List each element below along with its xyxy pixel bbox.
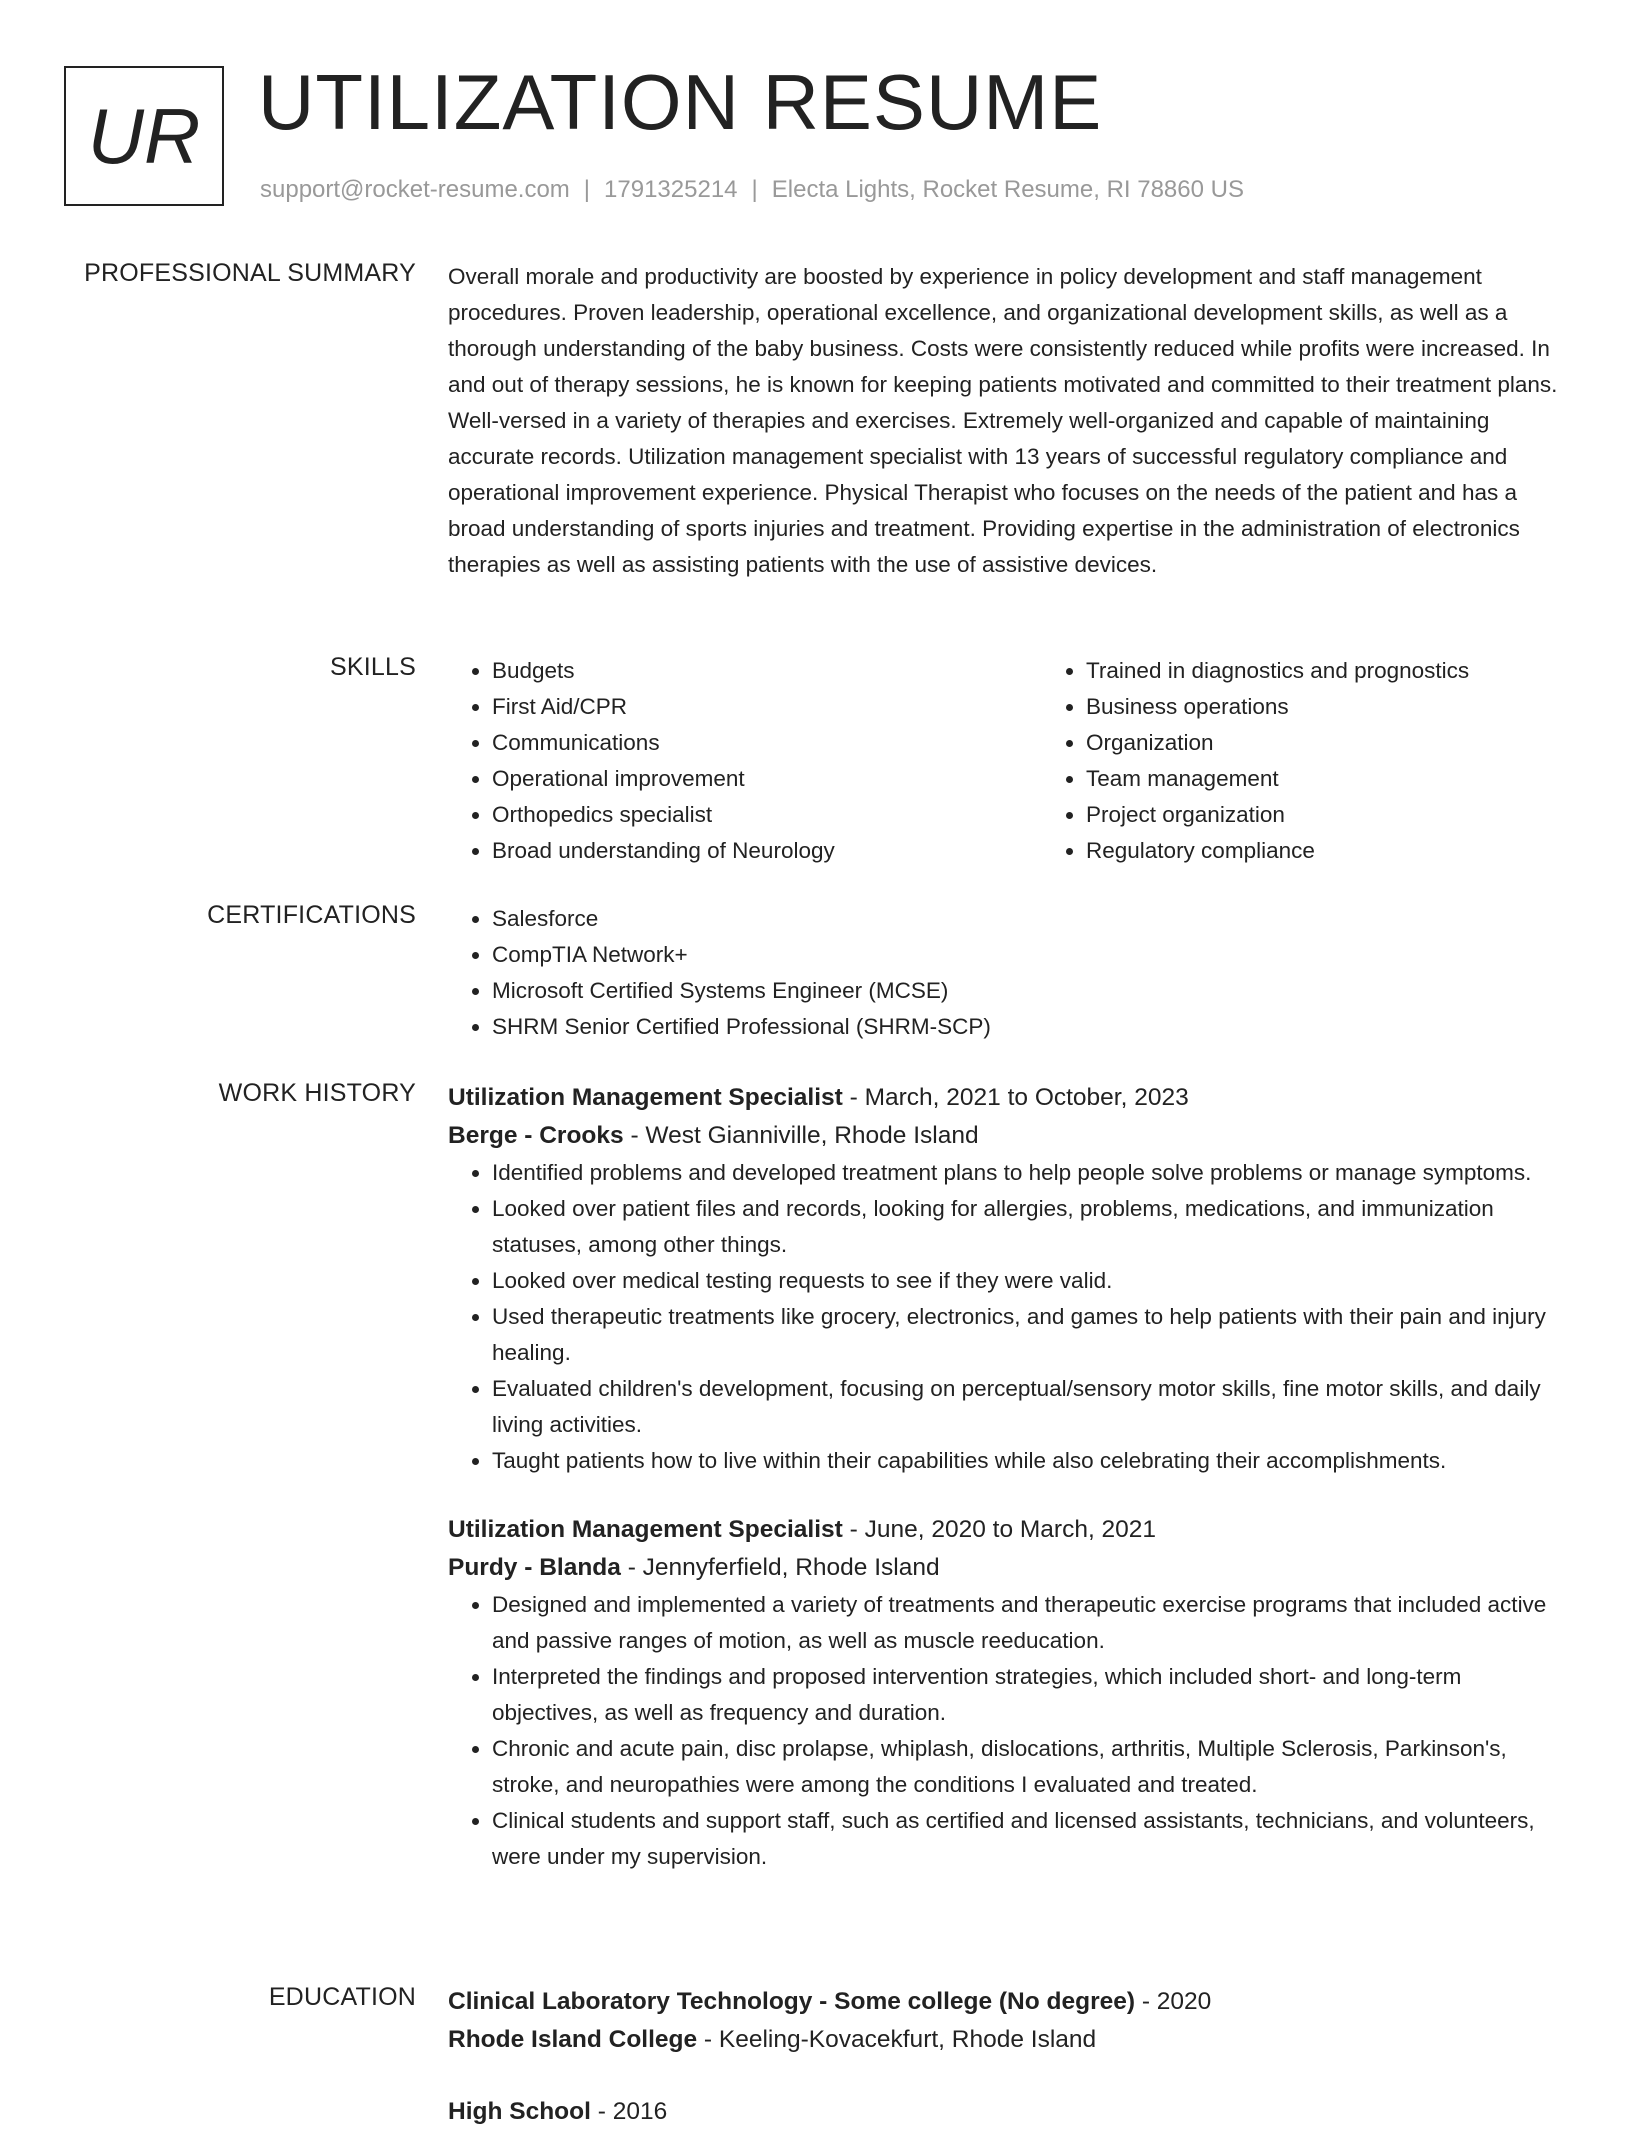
job-company: Berge - Crooks xyxy=(448,1122,624,1149)
contact-email[interactable]: support@rocket-resume.com xyxy=(260,176,570,203)
summary-label: PROFESSIONAL SUMMARY xyxy=(84,259,416,287)
job-duties-list xyxy=(448,1587,1568,1875)
education-degree: High School xyxy=(448,2098,591,2125)
skills-list-left xyxy=(448,653,1042,869)
job-location: - Jennyferfield, Rhode Island xyxy=(620,1554,940,1581)
job-duties-list xyxy=(448,1155,1568,1479)
skills-list-right xyxy=(1042,653,1632,869)
education-school: Rhode Island College xyxy=(448,2026,698,2053)
education-label: EDUCATION xyxy=(268,1983,416,2011)
certifications-label: CERTIFICATIONS xyxy=(207,901,416,929)
certification-item: • Microsoft Certified Systems Engineer (MCSE) xyxy=(492,973,1568,1009)
skill-item: • Regulatory compliance xyxy=(1086,833,1632,869)
resume-header xyxy=(0,0,1632,240)
contact-separator: | xyxy=(583,176,591,203)
job-duty: • Looked over patient files and records, looking for allergies, problems, medications, and immunization statuses, among other things. xyxy=(492,1191,1568,1263)
job-duty: • Identified problems and developed treatment plans to help people solve problems or manage symptoms. xyxy=(492,1155,1568,1191)
job-dates: - March, 2021 to October, 2023 xyxy=(842,1084,1189,1111)
job-company: Purdy - Blanda xyxy=(448,1554,621,1581)
skills-label: SKILLS xyxy=(330,653,416,681)
contact-address: Electa Lights, Rocket Resume, RI 78860 US xyxy=(771,176,1244,203)
certifications-list xyxy=(448,901,1568,1045)
monogram-badge: UR xyxy=(64,66,224,206)
job-duty: • Evaluated children's development, focusing on perceptual/sensory motor skills, fine motor skills, and daily living activities. xyxy=(492,1371,1568,1443)
summary-text: Overall morale and productivity are boosted by experience in policy development and staff management procedures. Proven leadership, operational excellence, and organizational development skills, as well as a thorough understanding of the baby business. Costs were consistently reduced while profits were increased. In and out of therapy sessions, he is known for keeping patients motivated and committed to their treatment plans. Well-versed in a variety of therapies and exercises. Extremely well-organized and capable of maintaining accurate records. Utilization management specialist with 13 years of successful regulatory compliance and operational improvement experience. Physical Therapist who focuses on the needs of the patient and has a broad understanding of sports injuries and treatment. Providing expertise in the administration of electronics therapies as well as assisting patients with the use of assistive devices. xyxy=(448,264,1558,577)
certification-item: • CompTIA Network+ xyxy=(492,937,1568,973)
education-entry xyxy=(448,2093,1568,2131)
job-title: Utilization Management Specialist xyxy=(448,1516,843,1543)
education-location: - Keeling-Kovacekfurt, Rhode Island xyxy=(697,2026,1097,2053)
job-duty: • Clinical students and support staff, such as certified and licensed assistants, technicians, and volunteers, were under my supervision. xyxy=(492,1803,1568,1875)
job-title-line xyxy=(448,1511,1568,1549)
education-year: - 2016 xyxy=(590,2098,668,2125)
job-duty: • Taught patients how to live within their capabilities while also celebrating their accomplishments. xyxy=(492,1443,1568,1479)
education-degree-line xyxy=(448,2093,1568,2131)
contact-separator: | xyxy=(751,176,758,203)
skill-item: • Broad understanding of Neurology xyxy=(492,833,1042,869)
contact-phone[interactable]: 1791325214 xyxy=(604,176,738,203)
job-duty: • Designed and implemented a variety of treatments and therapeutic exercise programs that included active and passive ranges of motion, as well as muscle reeducation. xyxy=(492,1587,1568,1659)
job-entry xyxy=(448,1079,1568,1479)
education-entry xyxy=(448,1983,1568,2059)
resume-name: UTILIZATION RESUME xyxy=(258,58,1103,146)
job-duty: • Looked over medical testing requests to see if they were valid. xyxy=(492,1263,1568,1299)
job-company-line xyxy=(448,1117,1568,1155)
job-duty: • Chronic and acute pain, disc prolapse, whiplash, dislocations, arthritis, Multiple Sclerosis, Parkinson's, stroke, and neuropathies were among the conditions I evaluated and treated. xyxy=(492,1731,1568,1803)
education-degree-line xyxy=(448,1983,1568,2021)
skill-item: • Orthopedics specialist xyxy=(492,797,1042,833)
skill-item: • Organization xyxy=(1086,725,1632,761)
job-duty: • Used therapeutic treatments like grocery, electronics, and games to help patients with their pain and injury healing. xyxy=(492,1299,1568,1371)
skill-item: • Operational improvement xyxy=(492,761,1042,797)
job-title: Utilization Management Specialist xyxy=(448,1084,843,1111)
work-history-label: WORK HISTORY xyxy=(218,1079,416,1107)
skill-item: • Business operations xyxy=(1086,689,1632,725)
skill-item: • First Aid/CPR xyxy=(492,689,1042,725)
job-location: - West Gianniville, Rhode Island xyxy=(623,1122,979,1149)
skill-item: • Communications xyxy=(492,725,1042,761)
education-year: - 2020 xyxy=(1135,1988,1212,2015)
job-title-line xyxy=(448,1079,1568,1117)
education-school-line xyxy=(448,2021,1568,2059)
skill-item: • Trained in diagnostics and prognostics xyxy=(1086,653,1632,689)
job-duty: • Interpreted the findings and proposed intervention strategies, which included short- and long-term objectives, as well as frequency and duration. xyxy=(492,1659,1568,1731)
skill-item: • Project organization xyxy=(1086,797,1632,833)
job-entry xyxy=(448,1511,1568,1875)
contact-line xyxy=(260,176,1244,204)
job-dates: - June, 2020 to March, 2021 xyxy=(842,1516,1157,1543)
education-degree: Clinical Laboratory Technology - Some college (No degree) xyxy=(448,1988,1136,2015)
skill-item: • Budgets xyxy=(492,653,1042,689)
job-company-line xyxy=(448,1549,1568,1587)
certification-item: • Salesforce xyxy=(492,901,1568,937)
skill-item: • Team management xyxy=(1086,761,1632,797)
certification-item: • SHRM Senior Certified Professional (SHRM-SCP) xyxy=(492,1009,1568,1045)
